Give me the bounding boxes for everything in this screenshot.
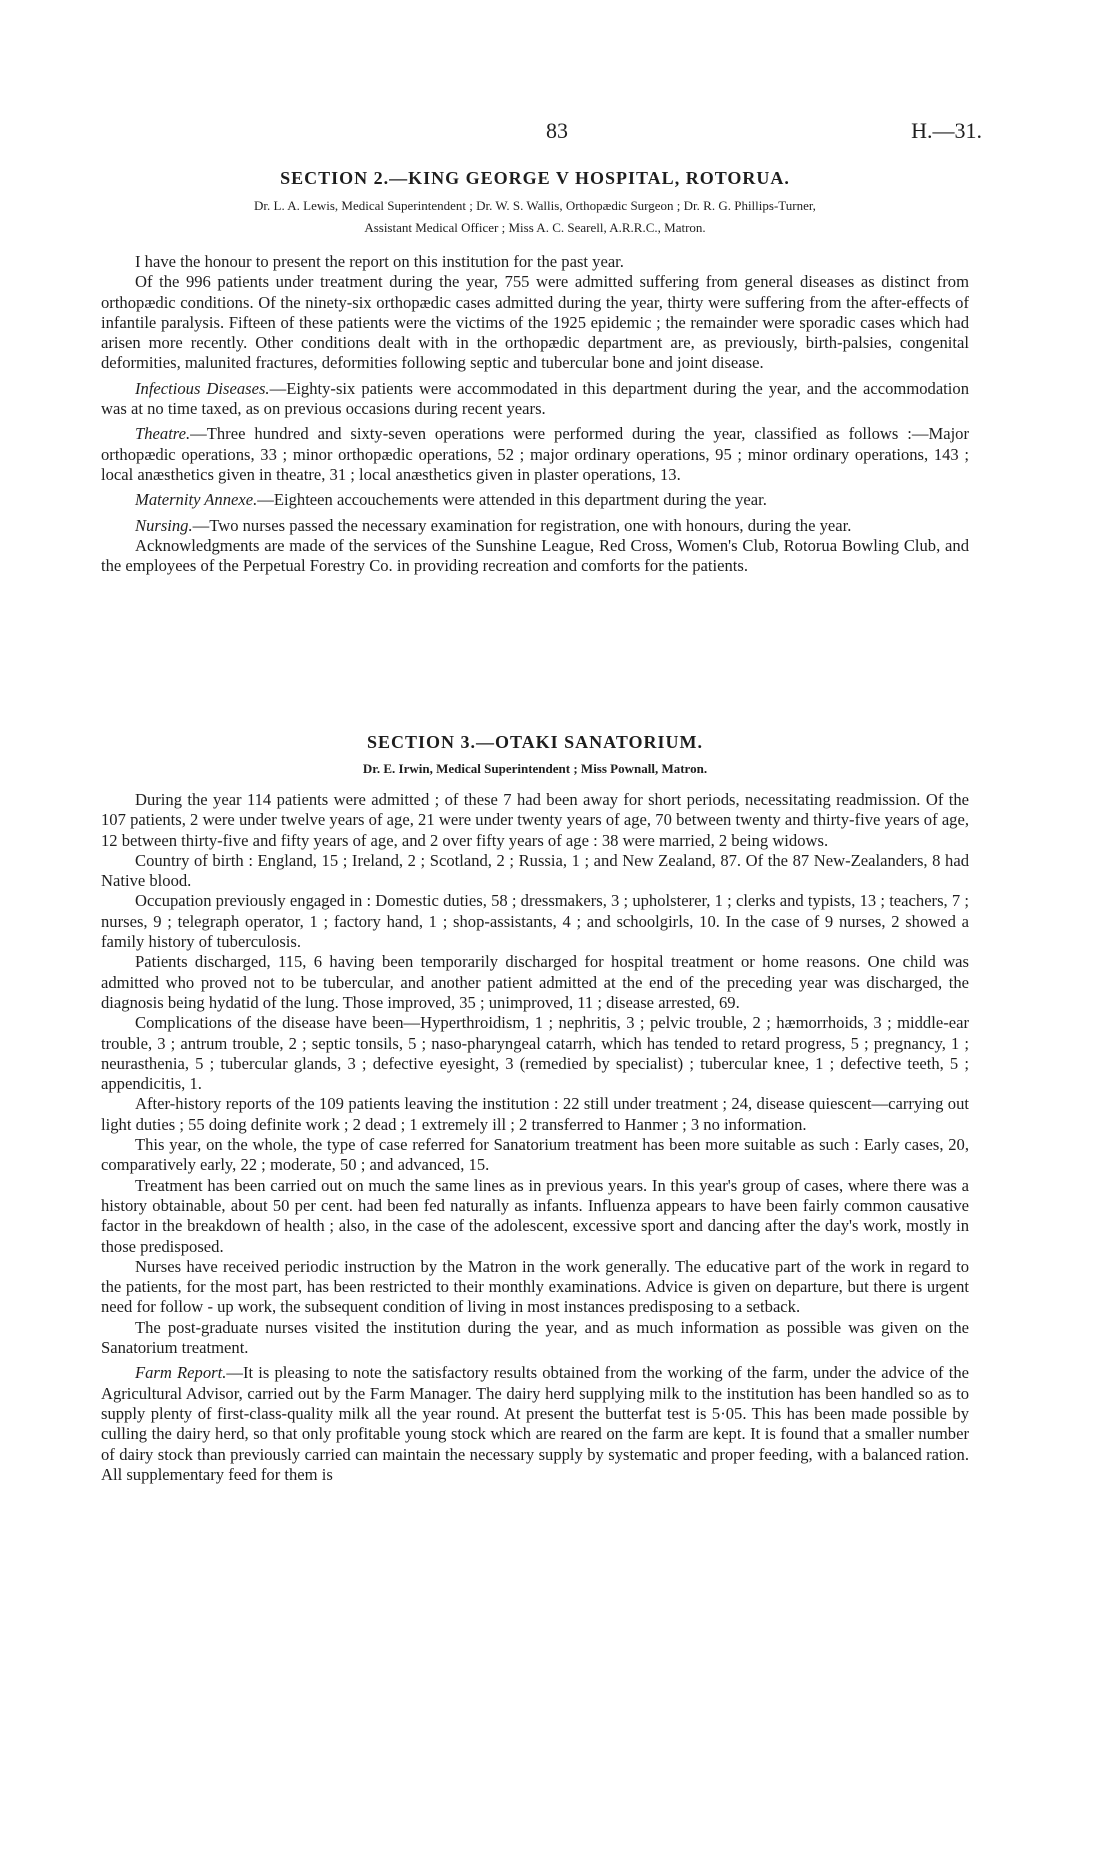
paragraph: Nurses have received periodic instruction by the Matron in the work generally. The educative part of the work in regard to the patients, for the most part, has been restricted to their monthly examinations. Advice is given on departure, but there is urgent need for follow - up work, the subsequent condition of living in most instances predisposing to a setback. <box>101 1256 969 1317</box>
paragraph-text: —Eighty-six patients were accommodated in this department during the year, and the accommodation was at no time taxed, as on previous occasions during recent years. <box>101 378 970 419</box>
paragraph: Patients discharged, 115, 6 having been temporarily discharged for hospital treatment or home reasons. One child was admitted who proved not to be tubercular, and another patient admitted at the end of the preceding year was discharged, the diagnosis being hydatid of the lung. Those improved, 35 ; unimproved, 11 ; disease arrested, 69. <box>101 952 969 1012</box>
paragraph-text: —It is pleasing to note the satisfactory results obtained from the working of the farm, under the advice of the Agricultural Advisor, carried out by the Farm Manager. The dairy herd supplying milk to the institution has been handled so as to supply plenty of first-class-quality milk all the year round. At present the butterfat test is 5·05. This has been made possible by culling the dairy herd, so that only profitable young stock which are reared on the farm are kept. It is found that a smaller number of dairy stock than previously carried can maintain the necessary supply by systematic and proper feeding, with a balanced ration. All supplementary feed for them is <box>101 1363 969 1484</box>
section-2-header <box>101 168 969 239</box>
section-2-staff <box>101 195 969 239</box>
paragraph-text: —Two nurses passed the necessary examination for registration, one with honours, during the year. <box>192 515 852 535</box>
paragraph: Occupation previously engaged in : Domestic duties, 58 ; dressmakers, 3 ; upholsterer, 1 ; clerks and typists, 13 ; teachers, 7 ; nurses, 9 ; telegraph operator, 1 ; factory hand, 1 ; shop-assistants, 4 ; and schoolgirls, 10. In the case of 9 nurses, 2 showed a family history of tuberculosis. <box>101 891 969 952</box>
run-in-heading: Farm Report. <box>135 1363 227 1383</box>
section-3-staff: Dr. E. Irwin, Medical Superintendent ; Miss Pownall, Matron. <box>362 761 708 776</box>
page-number: 83 <box>546 118 568 143</box>
paragraph <box>101 424 969 485</box>
paragraph-text: —Three hundred and sixty-seven operations were performed during the year, classified as follows :—Major orthopædic operations, 33 ; minor orthopædic operations, 52 ; major ordinary operations, 95 ; minor ordinary operations, 143 ; local anæsthetics given in theatre, 31 ; local anæsthetics given in plaster operations, 13. <box>101 424 969 484</box>
paragraph <box>101 516 969 536</box>
paragraph: After-history reports of the 109 patients leaving the institution : 22 still under treatment ; 24, disease quiescent—carrying out light duties ; 55 doing definite work ; 2 dead ; 1 extremely ill ; 2 transferred to Hanmer ; 3 no information. <box>101 1094 969 1134</box>
document-reference: H.—31. <box>911 118 982 143</box>
paragraph: Acknowledgments are made of the services of the Sunshine League, Red Cross, Women's Club, Rotorua Bowling Club, and the employees of the Perpetual Forestry Co. in providing recreation and comforts for the patients. <box>101 535 969 576</box>
paragraph: Country of birth : England, 15 ; Ireland, 2 ; Scotland, 2 ; Russia, 1 ; and New Zealand, 87. Of the 87 New-Zealanders, 8 had Native blood. <box>101 850 969 891</box>
section-2-body <box>101 252 969 576</box>
run-in-heading: Infectious Diseases. <box>135 378 270 398</box>
section-2-title: SECTION 2.—KING GEORGE V HOSPITAL, ROTORUA. <box>280 168 790 188</box>
section-2-staff-line-1: Dr. L. A. Lewis, Medical Superintendent ; Dr. W. S. Wallis, Orthopædic Surgeon ; Dr. R. G. Phillips-Turner, <box>254 198 816 213</box>
paragraph: Treatment has been carried out on much the same lines as in previous years. In this year's group of cases, where there was a history obtainable, about 50 per cent. had been fed naturally as infants. Influenza appears to have been fairly common causative factor in the breakdown of health ; also, in the case of the adolescent, excessive sport and dancing after the day's work, mostly in those predisposed. <box>101 1175 969 1256</box>
run-in-heading: Maternity Annexe. <box>135 490 258 510</box>
paragraph: Of the 996 patients under treatment during the year, 755 were admitted suffering from general diseases as distinct from orthopædic conditions. Of the ninety-six orthopædic cases admitted during the year, thirty were suffering from the after-effects of infantile paralysis. Fifteen of these patients were the victims of the 1925 epidemic ; the remainder were sporadic cases which had arisen more recently. Other conditions dealt with in the orthopædic department are, as previously, birth-palsies, congenital deformities, malunited fractures, deformities following septic and tubercular bone and joint disease. <box>101 272 969 373</box>
paragraph: Complications of the disease have been—Hyperthroidism, 1 ; nephritis, 3 ; pelvic trouble, 2 ; hæmorrhoids, 3 ; middle-ear trouble, 3 ; antrum trouble, 2 ; septic tonsils, 5 ; naso-pharyngeal catarrh, which has tended to retard progress, 5 ; pregnancy, 1 ; neurasthenia, 5 ; tubercular glands, 3 ; defective eyesight, 3 (remedied by specialist) ; tubercular knee, 1 ; defective teeth, 5 ; appendicitis, 1. <box>101 1013 969 1094</box>
paragraph <box>101 379 969 420</box>
section-3-body <box>101 790 969 1485</box>
paragraph: This year, on the whole, the type of case referred for Sanatorium treatment has been more suitable as such : Early cases, 20, comparatively early, 22 ; moderate, 50 ; and advanced, 15. <box>101 1135 969 1175</box>
section-2-staff-line-2: Assistant Medical Officer ; Miss A. C. Searell, A.R.R.C., Matron. <box>364 220 706 235</box>
paragraph: I have the honour to present the report on this institution for the past year. <box>135 252 624 271</box>
run-in-heading: Theatre. <box>135 424 191 444</box>
paragraph-text: —Eighteen accouchements were attended in this department during the year. <box>257 490 767 510</box>
section-3-header <box>101 732 969 777</box>
paragraph <box>101 1363 969 1485</box>
section-3-title: SECTION 3.—OTAKI SANATORIUM. <box>366 732 704 752</box>
paragraph: During the year 114 patients were admitted ; of these 7 had been away for short periods, necessitating readmission. Of the 107 patients, 2 were under twelve years of age, 21 were under twenty years of age, 70 between twenty and thirty-five years of age, 12 between thirty-five and fifty years of age, and 2 over fifty years of age : 38 were married, 2 being widows. <box>101 790 969 850</box>
paragraph: The post-graduate nurses visited the institution during the year, and as much information as possible was given on the Sanatorium treatment. <box>101 1317 969 1358</box>
run-in-heading: Nursing. <box>135 515 193 535</box>
paragraph <box>101 490 969 510</box>
